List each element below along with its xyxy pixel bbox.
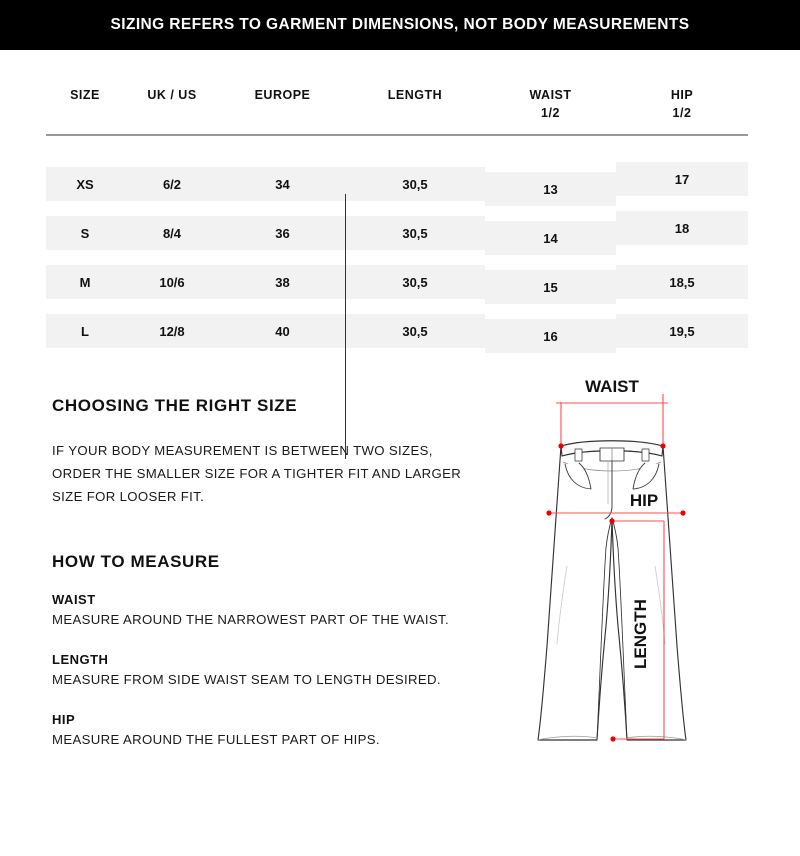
length-endpoint-dot-bottom — [610, 737, 615, 742]
measure-item-waist-label: WAIST — [52, 592, 96, 608]
measure-item-length — [52, 652, 482, 690]
size-table-container — [0, 86, 800, 348]
cell-ukus: 6/2 — [124, 167, 220, 201]
cell-europe: 36 — [220, 216, 345, 250]
choosing-size-title: CHOOSING THE RIGHT SIZE — [52, 396, 298, 416]
measure-item-hip-desc: MEASURE AROUND THE FULLEST PART OF HIPS. — [52, 732, 380, 748]
cell-ukus: 10/6 — [124, 265, 220, 299]
cell-ukus: 12/8 — [124, 314, 220, 348]
column-header-waist — [485, 86, 616, 134]
waist-endpoint-dot-left — [558, 444, 563, 449]
cell-size: L — [46, 314, 124, 348]
table-row — [46, 167, 748, 201]
measure-item-length-label: LENGTH — [52, 652, 109, 668]
header-banner — [0, 0, 800, 50]
table-row — [46, 314, 748, 348]
cell-waist: 13 — [485, 172, 616, 206]
column-header-europe-label: EUROPE — [254, 88, 311, 102]
column-header-ukus-label: UK / US — [147, 88, 197, 102]
length-dimension-label: LENGTH — [631, 599, 650, 670]
measure-item-hip-label: HIP — [52, 712, 76, 728]
cell-size: S — [46, 216, 124, 250]
column-header-hip-sub: 1/2 — [672, 106, 692, 121]
waist-endpoint-dot-right — [660, 444, 665, 449]
column-header-hip-label: HIP — [670, 88, 694, 102]
lower-section — [0, 377, 800, 750]
cell-size: M — [46, 265, 124, 299]
column-header-length-label: LENGTH — [387, 88, 443, 102]
column-header-europe — [220, 86, 345, 134]
column-header-size — [46, 86, 124, 134]
cell-europe: 40 — [220, 314, 345, 348]
cell-hip: 18 — [616, 211, 748, 245]
column-header-size-label: SIZE — [70, 88, 100, 102]
measure-item-hip — [52, 712, 482, 750]
table-header-row — [46, 86, 748, 134]
column-header-hip — [616, 86, 748, 134]
cell-waist: 16 — [485, 319, 616, 353]
length-endpoint-dot-top — [609, 519, 614, 524]
hip-endpoint-dot-right — [680, 511, 685, 516]
cell-length: 30,5 — [345, 167, 485, 201]
cell-hip: 18,5 — [616, 265, 748, 299]
hip-endpoint-dot-left — [546, 511, 551, 516]
cell-europe: 38 — [220, 265, 345, 299]
hip-dimension-label: HIP — [629, 491, 659, 511]
cell-length: 30,5 — [345, 265, 485, 299]
instructions-column — [52, 396, 482, 750]
waist-dimension-label: WAIST — [585, 377, 639, 397]
cell-length: 30,5 — [345, 216, 485, 250]
cell-waist: 15 — [485, 270, 616, 304]
table-row — [46, 265, 748, 299]
banner-title: SIZING REFERS TO GARMENT DIMENSIONS, NOT BODY MEASUREMENTS — [110, 16, 690, 33]
cell-hip: 19,5 — [616, 314, 748, 348]
column-header-waist-sub: 1/2 — [541, 106, 560, 121]
column-header-ukus — [124, 86, 220, 134]
table-row — [46, 216, 748, 250]
measure-item-waist — [52, 592, 482, 630]
measure-item-length-desc: MEASURE FROM SIDE WAIST SEAM TO LENGTH DESIRED. — [52, 672, 441, 688]
choosing-size-body: IF YOUR BODY MEASUREMENT IS BETWEEN TWO SIZES, ORDER THE SMALLER SIZE FOR A TIGHTER FIT AND LARGER SIZE FOR LOOSER FIT. — [52, 443, 462, 504]
trouser-measurement-diagram — [505, 376, 795, 776]
waist-measurement-line — [556, 394, 668, 446]
cell-waist: 14 — [485, 221, 616, 255]
cell-ukus: 8/4 — [124, 216, 220, 250]
cell-size: XS — [46, 167, 124, 201]
size-chart-table — [46, 86, 748, 348]
column-header-length — [345, 86, 485, 134]
measure-item-waist-desc: MEASURE AROUND THE NARROWEST PART OF THE WAIST. — [52, 612, 449, 628]
cell-length: 30,5 — [345, 314, 485, 348]
cell-hip: 17 — [616, 162, 748, 196]
how-to-measure-title: HOW TO MEASURE — [52, 552, 220, 572]
column-header-waist-label: WAIST — [529, 88, 572, 102]
cell-europe: 34 — [220, 167, 345, 201]
